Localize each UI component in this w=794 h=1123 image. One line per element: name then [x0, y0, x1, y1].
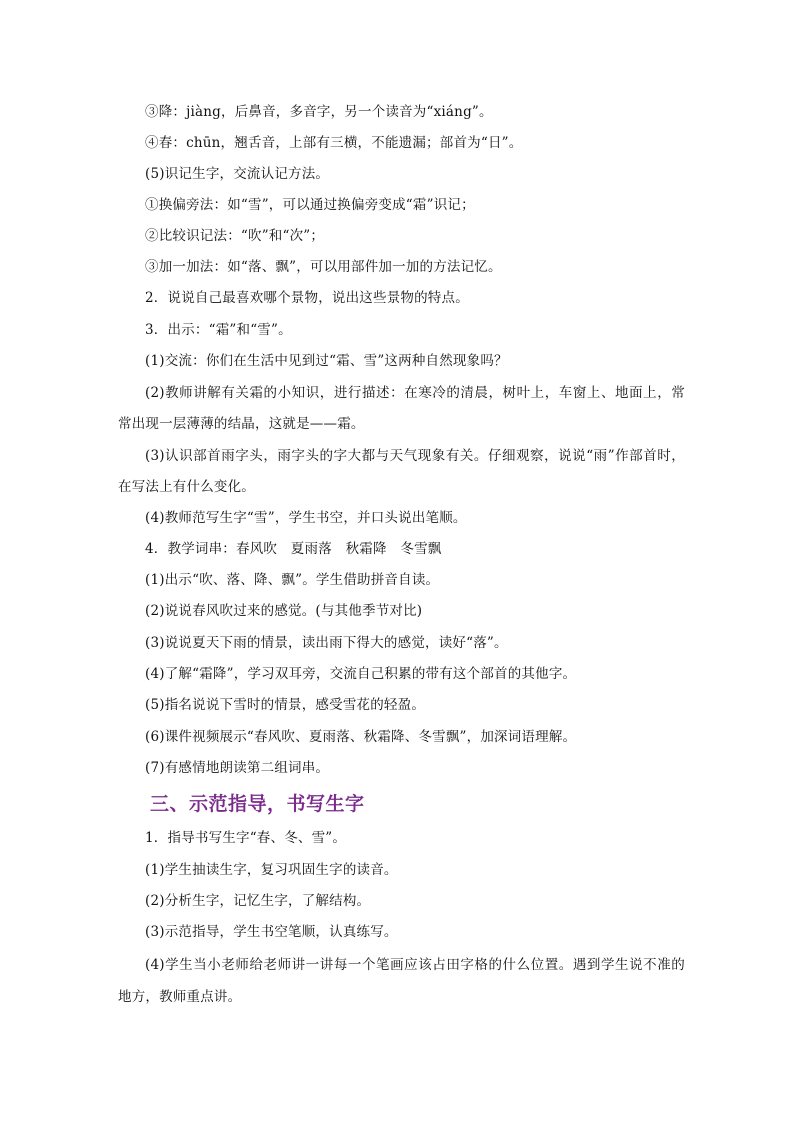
text-line: (2)分析生字，记忆生字，了解结构。 — [145, 893, 371, 909]
text-line: 4．教学词串：春风吹 夏雨落 秋霜降 冬雪飘 — [145, 541, 442, 557]
text-line: ③加一加法：如“落、飘”，可以用部件加一加的方法记忆。 — [145, 259, 502, 275]
text-line: (4)了解“霜降”，学习双耳旁，交流自己积累的带有这个部首的其他字。 — [145, 666, 577, 682]
text-line: (4)学生当小老师给老师讲一讲每一个笔画应该占田字格的什么位置。遇到学生说不准的 — [145, 957, 685, 973]
text-line: (3)示范指导，学生书空笔顺，认真练写。 — [145, 924, 398, 940]
text-line: (5)识记生字，交流认记方法。 — [145, 166, 330, 182]
text-line: 1．指导书写生字“春、冬、雪”。 — [145, 830, 347, 846]
text-line: ③降：jiàng，后鼻音，多音字，另一个读音为“xiáng”。 — [145, 104, 493, 120]
text-line: 地方，教师重点讲。 — [118, 989, 242, 1005]
text-line: 在写法上有什么变化。 — [118, 479, 255, 495]
text-line: ①换偏旁法：如“雪”，可以通过换偏旁变成“霜”识记； — [145, 197, 475, 213]
text-line: 常出现一层薄薄的结晶，这就是——霜。 — [118, 416, 365, 432]
text-line: (6)课件视频展示“春风吹、夏雨落、秋霜降、冬雪飘”，加深词语理解。 — [145, 729, 577, 745]
text-line: (5)指名说说下雪时的情景，感受雪花的轻盈。 — [145, 697, 426, 713]
text-line: (2)教师讲解有关霜的小知识，进行描述：在寒冷的清晨，树叶上，车窗上、地面上，常 — [145, 385, 685, 401]
text-line: 3．出示：“霜”和“雪”。 — [145, 322, 292, 338]
text-line: (1)学生抽读生字，复习巩固生字的读音。 — [145, 862, 398, 878]
text-line: (3)认识部首雨字头，雨字头的字大都与天气现象有关。仔细观察，说说“雨”作部首时， — [145, 448, 685, 464]
text-line: ②比较识记法：“吹”和“次”； — [145, 228, 325, 244]
text-line: (3)说说夏天下雨的情景，读出雨下得大的感觉，读好“落”。 — [145, 635, 508, 651]
text-line: (1)出示“吹、落、降、飘”。学生借助拼音自读。 — [145, 572, 440, 588]
text-line: (7)有感情地朗读第二组词串。 — [145, 760, 330, 776]
text-line: ④春：chūn，翘舌音，上部有三横，不能遗漏；部首为“日”。 — [145, 135, 523, 151]
text-line: (1)交流：你们在生活中见到过“霜、雪”这两种自然现象吗？ — [145, 353, 508, 369]
text-line: (4)教师范写生字“雪”，学生书空，并口头说出笔顺。 — [145, 510, 467, 526]
section-heading: 三、示范指导，书写生字 — [150, 793, 365, 815]
text-line: 2．说说自己最喜欢哪个景物，说出这些景物的特点。 — [145, 290, 469, 306]
text-line: (2)说说春风吹过来的感觉。(与其他季节对比) — [145, 603, 423, 619]
